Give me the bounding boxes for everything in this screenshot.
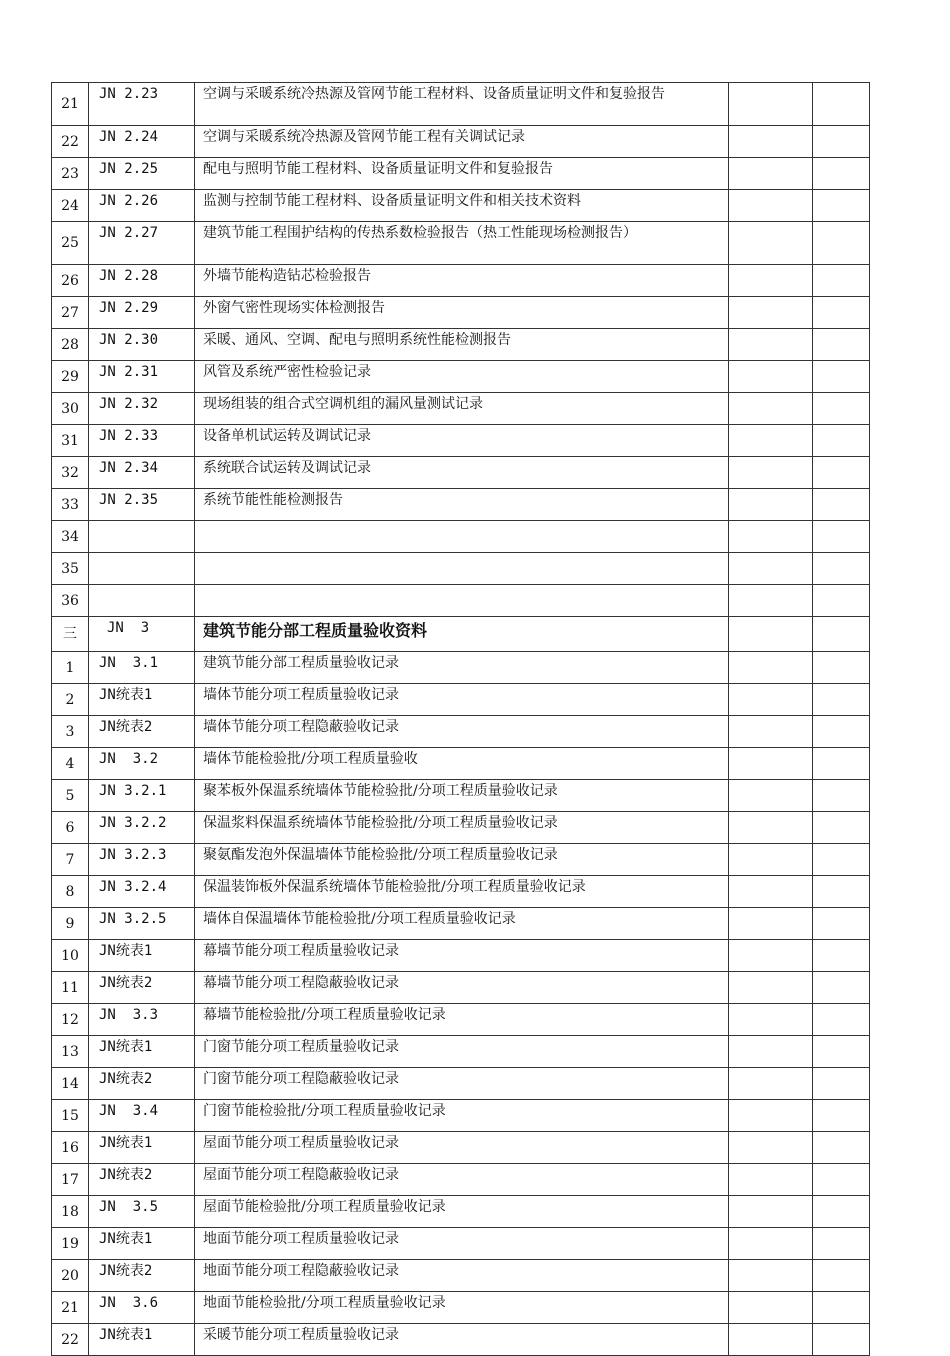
table-row: [52, 1164, 870, 1196]
blank-cell-remarks: [729, 940, 813, 972]
row-number-cell: 20: [52, 1260, 89, 1292]
document-title-cell: 门窗节能分项工程隐蔽验收记录: [195, 1068, 729, 1100]
blank-cell-pages: [813, 126, 870, 158]
blank-cell-pages: [813, 1132, 870, 1164]
blank-cell-remarks: [729, 393, 813, 425]
document-code-cell: JN统表1: [89, 1324, 195, 1356]
blank-cell-pages: [813, 329, 870, 361]
blank-cell-remarks: [729, 126, 813, 158]
document-code-cell: JN 3.2.5: [89, 908, 195, 940]
table-row: [52, 812, 870, 844]
blank-cell-pages: [813, 972, 870, 1004]
blank-cell-remarks: [729, 1132, 813, 1164]
row-number-cell: 33: [52, 489, 89, 521]
document-title-cell: 墙体节能分项工程隐蔽验收记录: [195, 716, 729, 748]
row-number-cell: 17: [52, 1164, 89, 1196]
row-number-cell: 10: [52, 940, 89, 972]
row-number-cell: 26: [52, 265, 89, 297]
row-number-cell: 34: [52, 521, 89, 553]
document-title-cell: [195, 585, 729, 617]
table-row: [52, 780, 870, 812]
blank-cell-remarks: [729, 1164, 813, 1196]
row-number-cell: 29: [52, 361, 89, 393]
row-number-cell: 21: [52, 83, 89, 126]
document-code-cell: JN 2.28: [89, 265, 195, 297]
document-code-cell: JN 2.30: [89, 329, 195, 361]
blank-cell-remarks: [729, 1292, 813, 1324]
document-title-cell: 建筑节能工程围护结构的传热系数检验报告（热工性能现场检测报告）: [195, 222, 729, 265]
blank-cell-pages: [813, 1196, 870, 1228]
table-row: [52, 265, 870, 297]
blank-cell-pages: [813, 393, 870, 425]
table-row: [52, 748, 870, 780]
document-code-cell: JN统表2: [89, 1260, 195, 1292]
document-code-cell: JN 2.25: [89, 158, 195, 190]
blank-cell-pages: [813, 617, 870, 652]
row-number-cell: 15: [52, 1100, 89, 1132]
document-title-cell: 外墙节能构造钻芯检验报告: [195, 265, 729, 297]
table-row: [52, 684, 870, 716]
row-number-cell: 31: [52, 425, 89, 457]
row-number-cell: 13: [52, 1036, 89, 1068]
table-row: [52, 908, 870, 940]
row-number-cell: 5: [52, 780, 89, 812]
row-number-cell: 19: [52, 1228, 89, 1260]
table-row: [52, 1228, 870, 1260]
blank-cell-remarks: [729, 489, 813, 521]
row-number-cell: 2: [52, 684, 89, 716]
row-number-cell: 21: [52, 1292, 89, 1324]
table-row: [52, 222, 870, 265]
document-title-cell: 系统联合试运转及调试记录: [195, 457, 729, 489]
document-code-cell: JN统表1: [89, 1036, 195, 1068]
document-title-cell: 门窗节能检验批/分项工程质量验收记录: [195, 1100, 729, 1132]
document-title-cell: 空调与采暖系统冷热源及管网节能工程有关调试记录: [195, 126, 729, 158]
blank-cell-remarks: [729, 553, 813, 585]
document-code-cell: JN 2.31: [89, 361, 195, 393]
document-code-cell: JN 2.24: [89, 126, 195, 158]
blank-cell-pages: [813, 876, 870, 908]
document-title-cell: 门窗节能分项工程质量验收记录: [195, 1036, 729, 1068]
document-code-cell: JN 2.26: [89, 190, 195, 222]
blank-cell-remarks: [729, 780, 813, 812]
blank-cell-remarks: [729, 1004, 813, 1036]
document-title-cell: 幕墙节能分项工程质量验收记录: [195, 940, 729, 972]
document-title-cell: [195, 553, 729, 585]
document-title-cell: 保温浆料保温系统墙体节能检验批/分项工程质量验收记录: [195, 812, 729, 844]
row-number-cell: 32: [52, 457, 89, 489]
blank-cell-pages: [813, 297, 870, 329]
blank-cell-remarks: [729, 1196, 813, 1228]
blank-cell-pages: [813, 844, 870, 876]
document-code-cell: JN 2.27: [89, 222, 195, 265]
blank-cell-pages: [813, 1228, 870, 1260]
blank-cell-pages: [813, 1164, 870, 1196]
document-table: [51, 82, 870, 1356]
blank-cell-pages: [813, 908, 870, 940]
document-code-cell: [89, 585, 195, 617]
blank-cell-remarks: [729, 716, 813, 748]
table-row: [52, 1196, 870, 1228]
row-number-cell: 12: [52, 1004, 89, 1036]
document-code-cell: JN统表2: [89, 716, 195, 748]
row-number-cell: 35: [52, 553, 89, 585]
table-row: [52, 393, 870, 425]
document-code-cell: JN 3.4: [89, 1100, 195, 1132]
document-table-body: [52, 83, 870, 1356]
table-row: [52, 83, 870, 126]
blank-cell-remarks: [729, 1036, 813, 1068]
document-code-cell: JN统表2: [89, 1068, 195, 1100]
table-row: [52, 652, 870, 684]
table-row: [52, 1260, 870, 1292]
blank-cell-remarks: [729, 265, 813, 297]
document-code-cell: JN统表1: [89, 940, 195, 972]
document-code-cell: [89, 521, 195, 553]
table-row: [52, 126, 870, 158]
document-code-cell: JN 3.3: [89, 1004, 195, 1036]
blank-cell-remarks: [729, 844, 813, 876]
document-title-cell: 监测与控制节能工程材料、设备质量证明文件和相关技术资料: [195, 190, 729, 222]
document-title-cell: 风管及系统严密性检验记录: [195, 361, 729, 393]
document-code-cell: JN 3.6: [89, 1292, 195, 1324]
blank-cell-remarks: [729, 972, 813, 1004]
blank-cell-pages: [813, 716, 870, 748]
blank-cell-pages: [813, 652, 870, 684]
document-code-cell: JN 3: [89, 617, 195, 652]
document-code-cell: JN统表1: [89, 1228, 195, 1260]
blank-cell-pages: [813, 361, 870, 393]
table-row: [52, 940, 870, 972]
blank-cell-pages: [813, 1036, 870, 1068]
document-code-cell: [89, 553, 195, 585]
document-title-cell: 幕墙节能分项工程隐蔽验收记录: [195, 972, 729, 1004]
document-title-cell: 地面节能分项工程隐蔽验收记录: [195, 1260, 729, 1292]
document-title-cell: 保温装饰板外保温系统墙体节能检验批/分项工程质量验收记录: [195, 876, 729, 908]
blank-cell-remarks: [729, 222, 813, 265]
document-title-cell: 墙体节能分项工程质量验收记录: [195, 684, 729, 716]
document-title-cell: 采暖节能分项工程质量验收记录: [195, 1324, 729, 1356]
table-row: [52, 1004, 870, 1036]
blank-cell-pages: [813, 684, 870, 716]
blank-cell-pages: [813, 1324, 870, 1356]
table-row: [52, 553, 870, 585]
table-row: [52, 489, 870, 521]
blank-cell-pages: [813, 812, 870, 844]
blank-cell-pages: [813, 553, 870, 585]
row-number-cell: 16: [52, 1132, 89, 1164]
table-row: [52, 297, 870, 329]
blank-cell-pages: [813, 222, 870, 265]
document-code-cell: JN 3.1: [89, 652, 195, 684]
table-row: [52, 844, 870, 876]
blank-cell-remarks: [729, 521, 813, 553]
document-code-cell: JN 3.2: [89, 748, 195, 780]
table-row: [52, 1100, 870, 1132]
row-number-cell: 22: [52, 126, 89, 158]
row-number-cell: 36: [52, 585, 89, 617]
table-row: [52, 585, 870, 617]
blank-cell-pages: [813, 748, 870, 780]
row-number-cell: 23: [52, 158, 89, 190]
blank-cell-remarks: [729, 329, 813, 361]
table-row: [52, 1292, 870, 1324]
blank-cell-pages: [813, 940, 870, 972]
row-number-cell: 4: [52, 748, 89, 780]
row-number-cell: 25: [52, 222, 89, 265]
document-code-cell: JN统表1: [89, 1132, 195, 1164]
row-number-cell: 30: [52, 393, 89, 425]
blank-cell-remarks: [729, 83, 813, 126]
document-code-cell: JN 2.34: [89, 457, 195, 489]
document-code-cell: JN 3.2.1: [89, 780, 195, 812]
blank-cell-remarks: [729, 1228, 813, 1260]
blank-cell-remarks: [729, 361, 813, 393]
blank-cell-pages: [813, 1100, 870, 1132]
table-row: [52, 876, 870, 908]
document-title-cell: 聚氨酯发泡外保温墙体节能检验批/分项工程质量验收记录: [195, 844, 729, 876]
table-row: [52, 716, 870, 748]
blank-cell-pages: [813, 425, 870, 457]
document-title-cell: 屋面节能检验批/分项工程质量验收记录: [195, 1196, 729, 1228]
document-title-cell: [195, 521, 729, 553]
blank-cell-remarks: [729, 190, 813, 222]
document-code-cell: JN 2.23: [89, 83, 195, 126]
blank-cell-remarks: [729, 617, 813, 652]
document-title-cell: 墙体自保温墙体节能检验批/分项工程质量验收记录: [195, 908, 729, 940]
row-number-cell: 8: [52, 876, 89, 908]
document-code-cell: JN 2.32: [89, 393, 195, 425]
blank-cell-pages: [813, 585, 870, 617]
document-code-cell: JN统表2: [89, 1164, 195, 1196]
blank-cell-remarks: [729, 812, 813, 844]
blank-cell-remarks: [729, 684, 813, 716]
section-row: [52, 617, 870, 652]
table-row: [52, 521, 870, 553]
blank-cell-pages: [813, 780, 870, 812]
blank-cell-pages: [813, 190, 870, 222]
blank-cell-remarks: [729, 425, 813, 457]
document-title-cell: 幕墙节能检验批/分项工程质量验收记录: [195, 1004, 729, 1036]
row-number-cell: 7: [52, 844, 89, 876]
blank-cell-remarks: [729, 876, 813, 908]
table-row: [52, 190, 870, 222]
document-title-cell: 空调与采暖系统冷热源及管网节能工程材料、设备质量证明文件和复验报告: [195, 83, 729, 126]
blank-cell-pages: [813, 265, 870, 297]
document-title-cell: 墙体节能检验批/分项工程质量验收: [195, 748, 729, 780]
row-number-cell: 28: [52, 329, 89, 361]
document-code-cell: JN 3.2.3: [89, 844, 195, 876]
document-code-cell: JN 3.2.2: [89, 812, 195, 844]
document-title-cell: 地面节能检验批/分项工程质量验收记录: [195, 1292, 729, 1324]
blank-cell-remarks: [729, 1324, 813, 1356]
row-number-cell: 24: [52, 190, 89, 222]
document-title-cell: 设备单机试运转及调试记录: [195, 425, 729, 457]
blank-cell-remarks: [729, 652, 813, 684]
table-row: [52, 972, 870, 1004]
document-title-cell: 采暖、通风、空调、配电与照明系统性能检测报告: [195, 329, 729, 361]
blank-cell-pages: [813, 521, 870, 553]
blank-cell-pages: [813, 489, 870, 521]
blank-cell-remarks: [729, 748, 813, 780]
document-code-cell: JN统表1: [89, 684, 195, 716]
table-row: [52, 425, 870, 457]
blank-cell-remarks: [729, 158, 813, 190]
row-number-cell: 27: [52, 297, 89, 329]
row-number-cell: 3: [52, 716, 89, 748]
row-number-cell: 18: [52, 1196, 89, 1228]
row-number-cell: 11: [52, 972, 89, 1004]
table-row: [52, 457, 870, 489]
document-code-cell: JN 2.29: [89, 297, 195, 329]
document-title-cell: 系统节能性能检测报告: [195, 489, 729, 521]
document-title-cell: 地面节能分项工程质量验收记录: [195, 1228, 729, 1260]
row-number-cell: 9: [52, 908, 89, 940]
document-title-cell: 屋面节能分项工程质量验收记录: [195, 1132, 729, 1164]
document-title-cell: 外窗气密性现场实体检测报告: [195, 297, 729, 329]
table-row: [52, 329, 870, 361]
blank-cell-pages: [813, 1292, 870, 1324]
blank-cell-pages: [813, 457, 870, 489]
table-row: [52, 361, 870, 393]
row-number-cell: 三: [52, 617, 89, 652]
table-row: [52, 1068, 870, 1100]
document-code-cell: JN统表2: [89, 972, 195, 1004]
blank-cell-pages: [813, 1068, 870, 1100]
blank-cell-pages: [813, 158, 870, 190]
document-title-cell: 现场组装的组合式空调机组的漏风量测试记录: [195, 393, 729, 425]
document-title-cell: 屋面节能分项工程隐蔽验收记录: [195, 1164, 729, 1196]
document-title-cell: 聚苯板外保温系统墙体节能检验批/分项工程质量验收记录: [195, 780, 729, 812]
document-code-cell: JN 3.5: [89, 1196, 195, 1228]
blank-cell-remarks: [729, 908, 813, 940]
row-number-cell: 14: [52, 1068, 89, 1100]
blank-cell-remarks: [729, 585, 813, 617]
document-code-cell: JN 2.33: [89, 425, 195, 457]
row-number-cell: 6: [52, 812, 89, 844]
blank-cell-pages: [813, 1004, 870, 1036]
document-code-cell: JN 2.35: [89, 489, 195, 521]
document-title-cell: 建筑节能分部工程质量验收资料: [195, 617, 729, 652]
blank-cell-pages: [813, 83, 870, 126]
table-row: [52, 158, 870, 190]
document-code-cell: JN 3.2.4: [89, 876, 195, 908]
table-row: [52, 1036, 870, 1068]
row-number-cell: 22: [52, 1324, 89, 1356]
document-title-cell: 建筑节能分部工程质量验收记录: [195, 652, 729, 684]
document-title-cell: 配电与照明节能工程材料、设备质量证明文件和复验报告: [195, 158, 729, 190]
blank-cell-remarks: [729, 1100, 813, 1132]
table-row: [52, 1324, 870, 1356]
blank-cell-remarks: [729, 1260, 813, 1292]
blank-cell-pages: [813, 1260, 870, 1292]
blank-cell-remarks: [729, 457, 813, 489]
row-number-cell: 1: [52, 652, 89, 684]
blank-cell-remarks: [729, 297, 813, 329]
blank-cell-remarks: [729, 1068, 813, 1100]
table-row: [52, 1132, 870, 1164]
